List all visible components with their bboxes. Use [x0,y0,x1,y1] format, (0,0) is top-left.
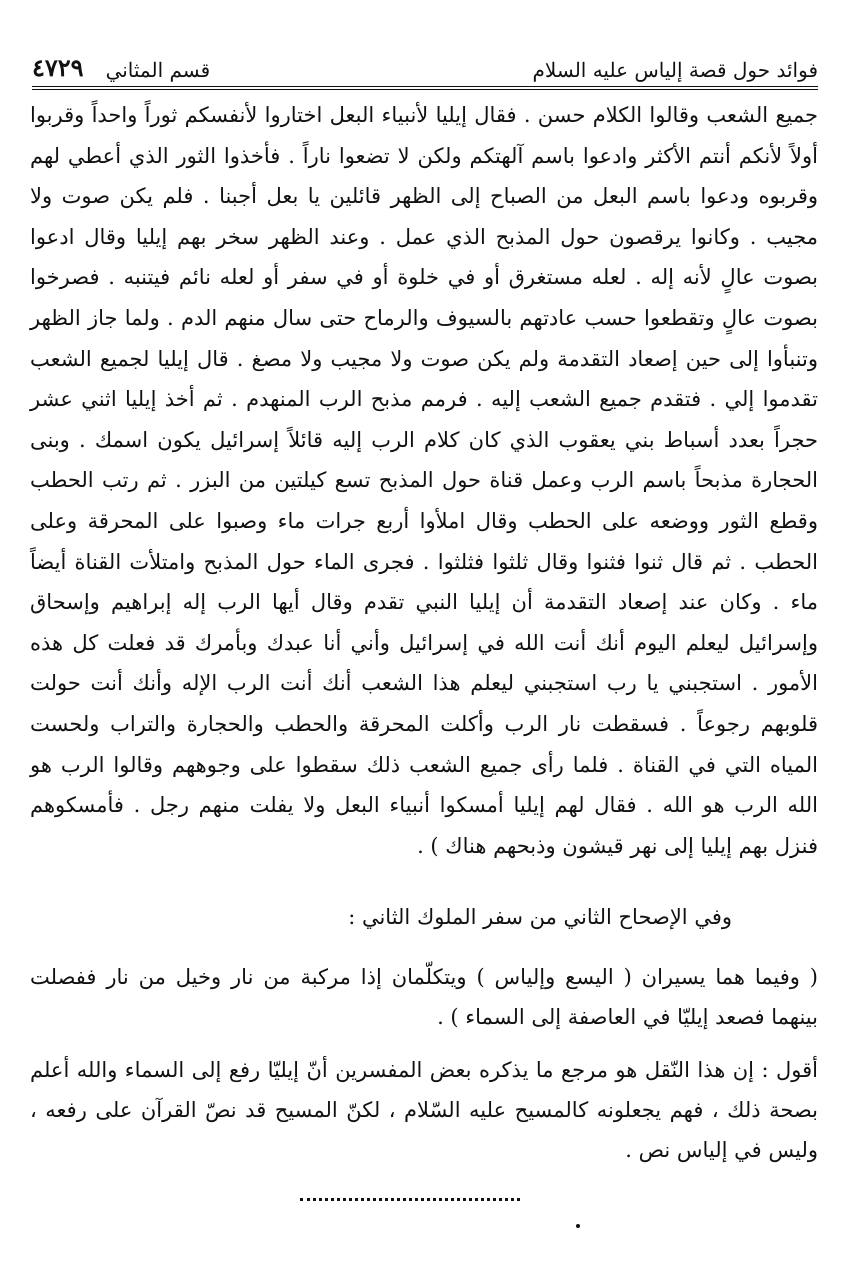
dotted-separator [300,1198,520,1201]
main-text [30,95,818,866]
author-comment: أقول : إن هذا النّقل هو مرجع ما يذكره بعض المفسرين أنّ إيليّا رفع إلى السماء والله أعلم بصحة ذلك ، فهم يجعلونه كالمسيح عليه السّلام ، لكنّ المسيح قد نصّ القرآن على رفعه ، وليس في إلياس نص . [30,1058,818,1162]
page-header [32,42,818,82]
quoted-passage: ( وفيما هما يسيران ( اليسع وإلياس ) ويتكلّمان إذا مركبة من نار وخيل من نار ففصلت بينهما فصعد إيليّا في العاصفة إلى السماء ) . [30,965,818,1029]
page-number: ٤٧٢٩ [32,53,84,82]
running-title: فوائد حول قصة إلياس عليه السلام [532,58,818,82]
footnote-dot [576,1224,580,1228]
header-rule [32,86,818,90]
main-paragraph: جميع الشعب وقالوا الكلام حسن . فقال إيليا لأنبياء البعل اختاروا لأنفسكم ثوراً واحداً وقربوا أولاً لأنكم أنتم الأكثر وادعوا باسم آلهتكم ولكن لا تضعوا ناراً . فأخذوا الثور الذي أعطي لهم وقربوه ودعوا باسم البعل من الصباح إلى الظهر قائلين يا بعل أجبنا . فلم يكن صوت ولا مجيب . وكانوا يرقصون حول المذبح الذي عمل . وعند الظهر سخر بهم إيليا وقال ادعوا بصوت عالٍ لأنه إله . لعله مستغرق أو في خلوة أو في سفر أو لعله نائم فيتنبه . فصرخوا بصوت عالٍ وتقطعوا حسب عادتهم بالسيوف والرماح حتى سال منهم الدم . ولما جاز الظهر وتنبأوا إلى حين إصعاد التقدمة ولم يكن صوت ولا مجيب ولا مصغ . قال إيليا لجميع الشعب تقدموا إلي . فتقدم جميع الشعب إليه . فرمم مذبح الرب المنهدم . ثم أخذ إيليا اثني عشر حجراً بعدد أسباط بني يعقوب الذي كان كلام الرب إليه قائلاً إسرائيل يكون اسمك . وبنى الحجارة مذبحاً باسم الرب وعمل قناة حول المذبح تسع كيلتين من البزر . ثم رتب الحطب وقطع الثور ووضعه على الحطب وقال املأوا أربع جرات ماء وصبوا على المحرقة وعلى الحطب . ثم قال ثنوا فثنوا وقال ثلثوا فثلثوا . فجرى الماء حول المذبح وامتلأت القناة أيضاً ماء . وكان عند إصعاد التقدمة أن إيليا النبي تقدم وقال أيها الرب إله إبراهيم وإسحاق وإسرائيل ليعلم اليوم أنك أنت الله في إسرائيل وأني أنا عبدك وبأمرك قد فعلت كل هذه الأمور . استجبني يا رب استجبني ليعلم هذا الشعب أنك أنت الرب الإله وأنك أنت حولت قلوبهم رجوعاً . فسقطت نار الرب وأكلت المحرقة والحطب والحجارة والتراب ولحست المياه التي في القناة . فلما رأى جميع الشعب ذلك سقطوا على وجوههم وقالوا الرب هو الله الرب هو الله . فقال لهم إيليا أمسكوا أنبياء البعل ولا يفلت منهم رجل . فأمسكوهم فنزل بهم إيليا إلى نهر قيشون وذبحهم هناك ) . [30,103,818,858]
sub-heading: وفي الإصحاح الثاني من سفر الملوك الثاني : [348,905,732,929]
header-left-group [32,53,210,82]
section-name: قسم المثاني [105,58,211,82]
